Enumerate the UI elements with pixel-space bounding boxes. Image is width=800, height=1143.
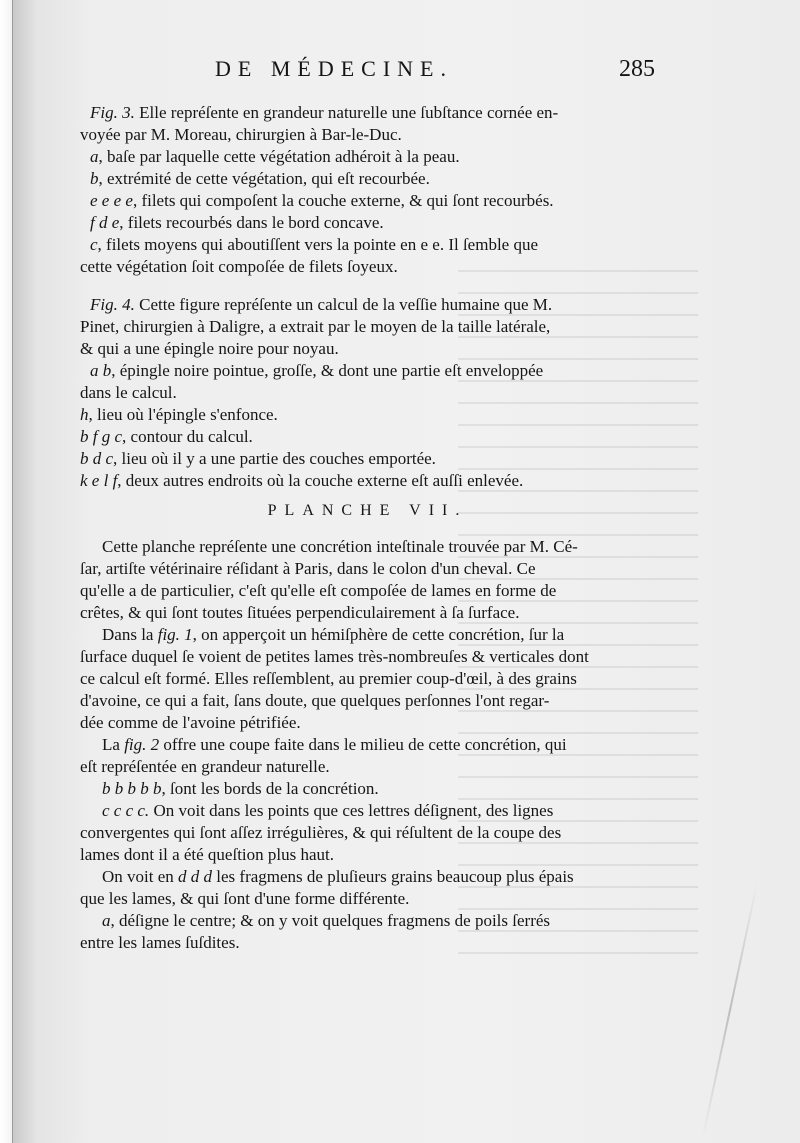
fig3-line xyxy=(80,102,655,124)
fig3-text: Elle repréſente en grandeur naturelle une ſubſtance cornée en- xyxy=(134,103,559,122)
paragraph-text: offre une coupe faite dans le milieu de cette concrétion, qui xyxy=(159,735,567,754)
paragraph-text: On voit dans les points que ces lettres déſignent, des lignes xyxy=(149,801,554,820)
fig3-text: , filets qui compoſent la couche externe, & qui ſont recourbés. xyxy=(132,191,554,210)
spacer xyxy=(80,278,655,294)
paragraph-line: eſt repréſentée en grandeur naturelle. xyxy=(80,757,330,776)
fig3-label: c xyxy=(90,235,98,254)
paragraph-text: , ſont les bords de la concrétion. xyxy=(161,779,379,798)
fig4-line xyxy=(80,294,655,316)
paragraph-line xyxy=(80,624,655,646)
paragraph-line: qu'elle a de particulier, c'eſt qu'elle eſt compoſée de lames en forme de xyxy=(80,581,557,600)
fig4-label: h xyxy=(80,405,89,424)
fig3-line xyxy=(80,190,655,212)
fig4-text: dans le calcul. xyxy=(80,383,177,402)
fig4-line xyxy=(80,316,655,338)
fig4-line xyxy=(80,404,655,426)
fig3-text: , filets recourbés dans le bord concave. xyxy=(119,213,384,232)
planche-paragraph xyxy=(80,536,655,624)
fig4-line xyxy=(80,360,655,382)
fig4-text: , lieu où l'épingle s'enfonce. xyxy=(88,405,278,424)
paragraph-line xyxy=(80,910,655,932)
fig4-text: , contour du calcul. xyxy=(122,427,253,446)
fig4-line xyxy=(80,470,655,492)
letter-label: b b b b b xyxy=(102,779,162,798)
fig4-label: k e l f xyxy=(80,471,118,490)
paragraph-line: ſurface duquel ſe voient de petites lames très-nombreuſes & verticales dont xyxy=(80,647,589,666)
fig4-text: & qui a une épingle noire pour noyau. xyxy=(80,339,339,358)
paragraph-text: On voit en xyxy=(102,867,179,886)
fig4-label: Fig. 4. xyxy=(90,295,135,314)
fig3-line xyxy=(80,124,655,146)
fig4-line xyxy=(80,338,655,360)
paragraph-text: Dans la xyxy=(102,625,158,644)
fig3-line xyxy=(80,168,655,190)
fig4-text: , épingle noire pointue, groſſe, & dont une partie eſt enveloppée xyxy=(111,361,544,380)
page-number: 285 xyxy=(619,56,655,82)
fig4-label: a b xyxy=(90,361,112,380)
fig3-text: , filets moyens qui aboutiſſent vers la pointe en e e. Il ſemble que xyxy=(97,235,539,254)
fig4-text: , deux autres endroits où la couche externe eſt auſſi enlevée. xyxy=(117,471,524,490)
paragraph-text: La xyxy=(102,735,125,754)
paragraph-line xyxy=(80,800,655,822)
fig4-text: Pinet, chirurgien à Daligre, a extrait par le moyen de la taille latérale, xyxy=(80,317,551,336)
paragraph-line: que les lames, & qui ſont d'une forme différente. xyxy=(80,889,410,908)
fig3-label: e e e e xyxy=(90,191,133,210)
planche-paragraph xyxy=(80,734,655,778)
fig4-label: b d c xyxy=(80,449,114,468)
fig3-block xyxy=(80,102,655,278)
paragraph-line: ce calcul eſt formé. Elles reſſemblent, au premier coup-d'œil, à des grains xyxy=(80,669,577,688)
planche-paragraph xyxy=(80,624,655,734)
paragraph-line xyxy=(80,778,655,800)
fig3-label: Fig. 3. xyxy=(90,103,135,122)
fig4-line xyxy=(80,382,655,404)
fig3-text: , baſe par laquelle cette végétation adhéroit à la peau. xyxy=(98,147,460,166)
figure-reference: fig. 1 xyxy=(157,625,193,644)
paragraph-line: dée comme de l'avoine pétrifiée. xyxy=(80,713,301,732)
paragraph-text: les fragmens de pluſieurs grains beaucoup plus épais xyxy=(212,867,574,886)
paragraph-line: lames dont il a été queſtion plus haut. xyxy=(80,845,335,864)
paragraph-line: Cette planche repréſente une concrétion inteſtinale trouvée par M. Cé- xyxy=(102,537,578,556)
running-title: DE MÉDECINE. xyxy=(215,56,453,81)
figure-reference: fig. 2 xyxy=(124,735,160,754)
fig3-text: cette végétation ſoit compoſée de filets ſoyeux. xyxy=(80,257,398,276)
fig3-text: , extrémité de cette végétation, qui eſt recourbée. xyxy=(98,169,430,188)
planche-paragraph xyxy=(80,866,655,910)
fig4-line xyxy=(80,448,655,470)
section-heading: PLANCHE VII. xyxy=(267,502,468,519)
fig3-label: a xyxy=(90,147,99,166)
page-body xyxy=(80,102,655,954)
fig4-text: Cette figure repréſente un calcul de la veſſie humaine que M. xyxy=(134,295,553,314)
paragraph-line xyxy=(80,734,655,756)
fig3-line xyxy=(80,212,655,234)
fig4-label: b f g c xyxy=(80,427,123,446)
letter-label: a xyxy=(102,911,111,930)
fig3-label: f d e xyxy=(90,213,120,232)
fig3-text: voyée par M. Moreau, chirurgien à Bar-le-Duc. xyxy=(80,125,402,144)
letter-label: d d d xyxy=(178,867,213,886)
planche-paragraph xyxy=(80,800,655,866)
paragraph-line xyxy=(80,866,655,888)
page-header xyxy=(215,56,655,92)
planche-paragraph xyxy=(80,910,655,954)
paragraph-line: d'avoine, ce qui a fait, ſans doute, que quelques perſonnes l'ont regar- xyxy=(80,691,550,710)
letter-label: c c c c. xyxy=(102,801,150,820)
fig3-line xyxy=(80,146,655,168)
paragraph-line: convergentes qui ſont aſſez irrégulières, & qui réſultent de la coupe des xyxy=(80,823,562,842)
page-left-margin xyxy=(0,0,12,1143)
fig4-line xyxy=(80,426,655,448)
paragraph-line: ſar, artiſte vétérinaire réſidant à Paris, dans le colon d'un cheval. Ce xyxy=(80,559,536,578)
fig3-line xyxy=(80,234,655,256)
paper-crease xyxy=(702,883,758,1138)
fig3-line xyxy=(80,256,655,278)
fig4-text: , lieu où il y a une partie des couches emportée. xyxy=(113,449,436,468)
planche-paragraph xyxy=(80,778,655,800)
fig3-label: b xyxy=(90,169,99,188)
paragraph-line: entre les lames ſuſdites. xyxy=(80,933,240,952)
paragraph-text: , on apperçoit un hémiſphère de cette concrétion, ſur la xyxy=(192,625,565,644)
fig4-block xyxy=(80,294,655,492)
paragraph-text: , déſigne le centre; & on y voit quelques fragmens de poils ſerrés xyxy=(110,911,551,930)
paragraph-line: crêtes, & qui ſont toutes ſituées perpendiculairement à ſa ſurface. xyxy=(80,603,520,622)
